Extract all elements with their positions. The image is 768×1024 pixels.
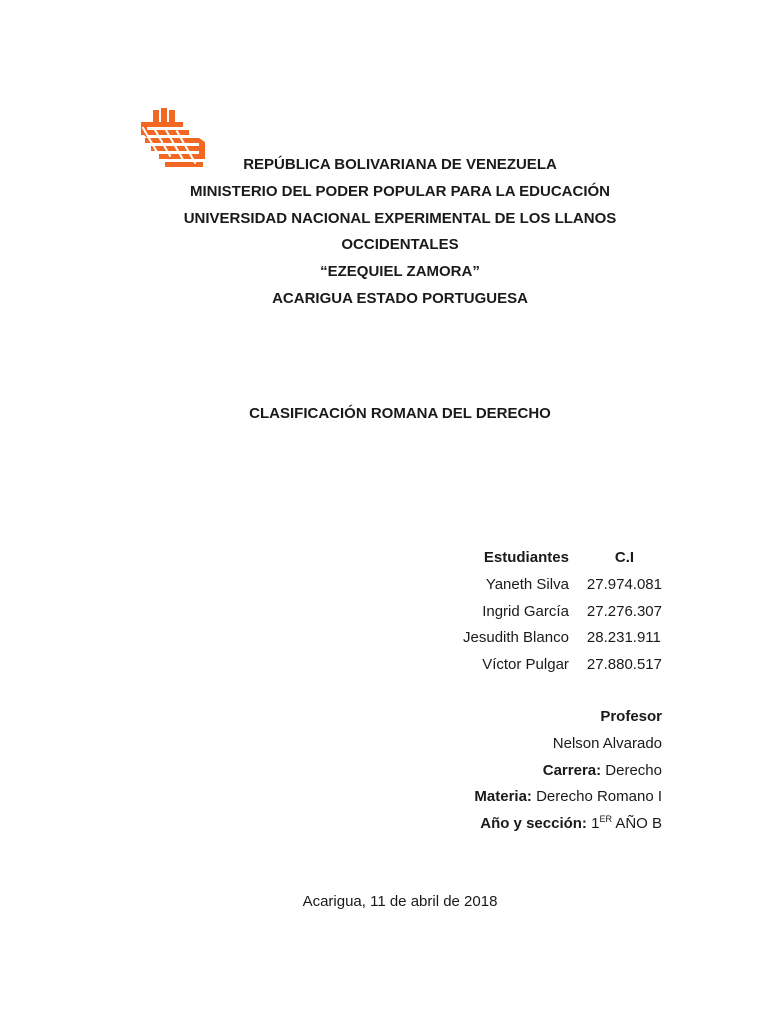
year-section-label: Año y sección: [480,815,587,833]
career-label: Carrera: [542,761,602,779]
document-date: Acarigua, 11 de abril de 2018 [302,893,498,910]
year-section-superscript: ER [599,814,612,825]
table-row [463,599,662,626]
students-table [463,545,662,679]
year-section-line [474,811,662,838]
institution-header [0,152,768,313]
student-name: Jesudith Blanco [463,629,569,647]
header-line-ezequiel-zamora: “EZEQUIEL ZAMORA” [320,263,480,281]
students-header-ci: C.I [614,549,635,566]
table-row [463,652,662,679]
students-header-name: Estudiantes [483,549,569,566]
student-name: Yaneth Silva [485,575,569,593]
career-line [474,758,662,785]
document-title: CLASIFICACIÓN ROMANA DEL DERECHO [249,405,551,422]
professor-label: Profesor [600,708,662,725]
career-value: Derecho [605,761,662,779]
header-line-republic: REPÚBLICA BOLIVARIANA DE VENEZUELA [243,156,557,173]
header-line-university-cont: OCCIDENTALES [341,236,459,254]
professor-name: Nelson Alvarado [552,734,662,752]
student-ci: 27.276.307 [586,602,662,620]
student-ci: 27.880.517 [586,656,662,674]
header-line-university: UNIVERSIDAD NACIONAL EXPERIMENTAL DE LOS LLANOS [183,209,617,227]
year-section-number: 1 [591,815,600,833]
student-name: Ingrid García [482,602,569,620]
students-header-row [463,545,662,572]
header-line-location: ACARIGUA ESTADO PORTUGUESA [272,289,528,307]
table-row [463,625,662,652]
course-info [474,704,662,838]
subject-label: Materia: [474,788,532,806]
header-line-ministry: MINISTERIO DEL PODER POPULAR PARA LA EDUCACIÓN [189,182,611,200]
subject-line [474,784,662,811]
student-ci: 28.231.911 [586,629,661,647]
student-ci: 27.974.081 [586,575,662,593]
subject-value: Derecho Romano I [536,788,662,806]
student-name: Víctor Pulgar [482,656,569,674]
table-row [463,572,662,599]
year-section-value: AÑO B [615,815,662,833]
